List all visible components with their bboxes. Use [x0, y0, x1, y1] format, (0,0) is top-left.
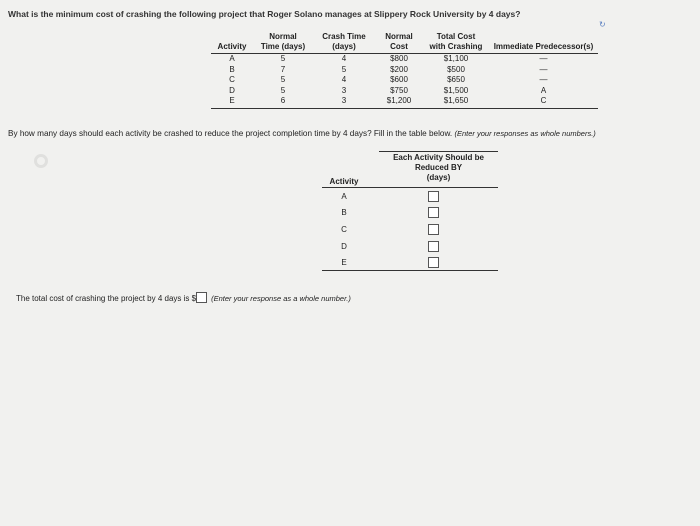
total-cost-input[interactable]	[196, 292, 207, 303]
divider	[322, 187, 498, 188]
table-row	[322, 191, 498, 207]
question2-note: (Enter your responses as whole numbers.)	[454, 129, 596, 138]
header-normal: Normal	[269, 32, 297, 41]
reduce-days-input-d[interactable]	[428, 241, 439, 252]
question2-text: By how many days should each activity be crashed to reduce the project completion time by 4 days? Fill in the table below. (Enter your responses as whole numbers.)	[8, 129, 596, 138]
table-row: A 5 4 $800 $1,100 —	[229, 54, 548, 63]
reduce-days-input-b[interactable]	[428, 207, 439, 218]
header-cost: Cost	[375, 42, 423, 54]
answer-column-header: Each Activity Should be Reduced BY (days)	[393, 153, 484, 182]
activity-label: C	[341, 225, 347, 234]
table-row: C 5 4 $600 $650 —	[229, 75, 548, 85]
reduce-days-input-e[interactable]	[428, 257, 439, 268]
table-row	[322, 207, 498, 223]
activity-column-header: Activity	[329, 177, 359, 186]
activity-label: B	[341, 208, 347, 217]
table-row: D 5 3 $750 $1,500 A	[229, 85, 547, 95]
header-predecessors: Immediate Predecessor(s)	[489, 42, 598, 54]
table-row	[322, 224, 498, 240]
table-row	[322, 241, 498, 257]
table-row: E 6 3 $1,200 $1,650 C	[211, 96, 598, 108]
activity-label: D	[341, 242, 347, 251]
question3-note: (Enter your response as a whole number.)	[211, 294, 351, 303]
header-with-crashing: with Crashing	[423, 42, 489, 54]
divider	[379, 151, 498, 152]
header-activity: Activity	[211, 42, 253, 54]
header-total-cost: Total Cost	[436, 32, 476, 41]
table-row: B 7 5 $200 $500 —	[229, 64, 548, 74]
refresh-icon[interactable]: ↻	[599, 20, 606, 29]
activity-label: E	[341, 258, 347, 267]
activity-label: A	[341, 192, 347, 201]
question3-text: The total cost of crashing the project by 4 days is $ (Enter your response as a whole number.)	[16, 294, 351, 303]
loading-spinner-icon	[34, 154, 48, 168]
reduce-days-input-c[interactable]	[428, 224, 439, 235]
header-crash-days: (days)	[313, 42, 375, 54]
header-time-days: Time (days)	[253, 42, 313, 54]
reduce-days-input-a[interactable]	[428, 191, 439, 202]
question-text: What is the minimum cost of crashing the following project that Roger Solano manages at Slippery Rock University by 4 days?	[8, 9, 521, 19]
header-normal-cost: Normal	[385, 32, 413, 41]
header-crash-time: Crash Time	[322, 32, 366, 41]
project-table	[211, 32, 598, 109]
divider	[322, 270, 498, 271]
